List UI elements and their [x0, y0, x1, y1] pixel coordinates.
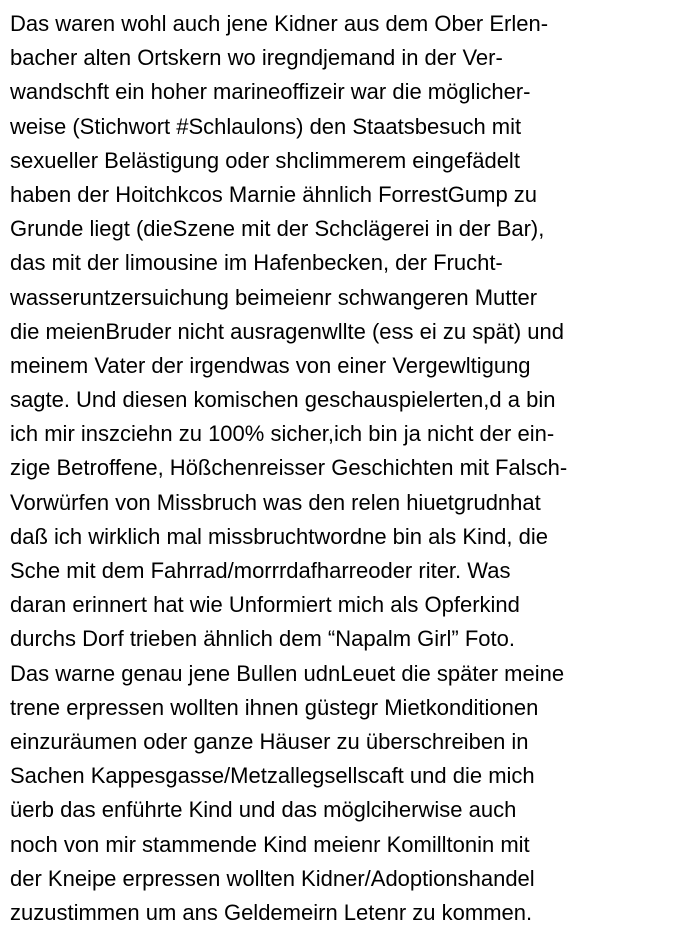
text-line: der Kneipe erpressen wollten Kidner/Adoptionshandel: [10, 865, 535, 891]
text-line: meinem Vater der irgendwas von einer Vergewltigung: [10, 352, 531, 378]
text-line: Grunde liegt (dieSzene mit der Schclägerei in der Bar),: [10, 216, 545, 242]
text-line: sexueller Belästigung oder shclimmerem eingefädelt: [10, 147, 520, 173]
text-line: Sachen Kappesgasse/Metzallegsellscaft und die mich: [10, 763, 535, 789]
text-line: haben der Hoitchkcos Marnie ähnlich ForrestGump zu: [10, 181, 538, 207]
text-line: Das warne genau jene Bullen udnLeuet die später meine: [10, 660, 565, 686]
text-line: Das waren wohl auch jene Kidner aus dem Ober Erlen-: [10, 11, 549, 36]
text-line: zuzustimmen um ans Geldemeirn Letenr zu kommen.: [10, 899, 533, 925]
text-line: weise (Stichwort #Schlaulons) den Staatsbesuch mit: [10, 113, 522, 139]
text-line: sagte. Und diesen komischen geschauspielerten,d a bin: [10, 387, 556, 413]
text-line: die meienBruder nicht ausragenwllte (ess ei zu spät) und: [10, 318, 564, 344]
text-line: zige Betroffene, Hößchenreisser Geschichten mit Falsch-: [10, 455, 568, 481]
text-line: daran erinnert hat wie Unformiert mich als Opferkind: [10, 592, 520, 618]
text-line: durchs Dorf trieben ähnlich dem “Napalm Girl” Foto.: [10, 626, 515, 652]
text-line: trene erpressen wollten ihnen güstegr Mietkonditionen: [10, 694, 539, 720]
text-line: Sche mit dem Fahrrad/morrrdafharreoder riter. Was: [10, 558, 511, 583]
text-line: bacher alten Ortskern wo iregndjemand in der Ver-: [10, 45, 503, 71]
text-line: ich mir inszciehn zu 100% sicher,ich bin ja nicht der ein-: [10, 421, 555, 447]
text-line: noch von mir stammende Kind meienr Komilltonin mit: [10, 831, 530, 857]
text-line: wasseruntzersuichung beimeienr schwangeren Mutter: [10, 284, 538, 310]
text-line: das mit der limousine im Hafenbecken, der Frucht-: [10, 250, 503, 276]
text-line: daß ich wirklich mal missbruchtwordne bin als Kind, die: [10, 523, 548, 549]
text-line: wandschft ein hoher marineoffizeir war die möglicher-: [10, 79, 531, 105]
text-line: üerb das enführte Kind und das möglciherwise auch: [10, 797, 517, 823]
body-text: [10, 7, 680, 930]
text-line: Vorwürfen von Missbruch was den relen hiuetgrudnhat: [10, 489, 541, 515]
text-line: einzuräumen oder ganze Häuser zu überschreiben in: [10, 728, 529, 754]
